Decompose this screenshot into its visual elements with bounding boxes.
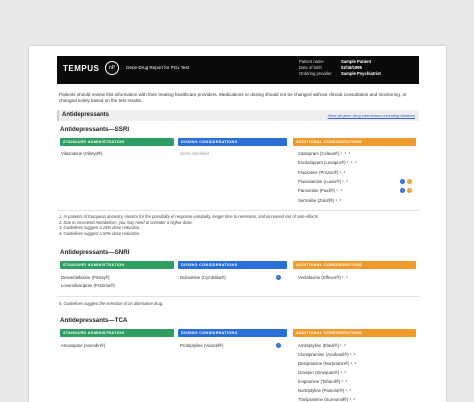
- snri-dosing-header: DOSING CONSIDERATIONS: [178, 261, 287, 269]
- view-all-link[interactable]: View all gene-drug interactions including citations: [327, 113, 415, 118]
- info-icon[interactable]: i: [400, 188, 405, 193]
- snri-standard-header: STANDARD ADMINISTRATION: [60, 261, 174, 269]
- drug-item: None identified: [180, 151, 209, 156]
- drug-item: Citalopram (Celexa®) ¹˒ ²˒ ³: [298, 151, 351, 156]
- footnote: 5. Guidelines suggest the selection of an alternative drug.: [59, 301, 164, 306]
- footnote: 3. Guidelines suggest a 25% dose reduction.: [59, 225, 141, 230]
- footnote: 1. In patients of European ancestry, monitor for the possibility of response variability, longer time to remission, and increased risk of side effects.: [59, 214, 319, 219]
- dob-value: 02/18/1995: [341, 65, 362, 70]
- divider: [57, 296, 419, 297]
- provider-value: Sample Psychiatrist: [341, 71, 381, 76]
- drug-item: Desipramine (Norpramin®) ¹˒ ³: [298, 361, 357, 366]
- drug-item: Amoxapine (Asendin®): [61, 343, 106, 348]
- ssri-footnotes: [59, 214, 319, 236]
- footnote: 4. Guidelines suggest a 50% dose reduction.: [59, 230, 141, 236]
- drug-item: Vilazodone (Viibryd®): [61, 151, 103, 156]
- info-icon[interactable]: i: [276, 343, 281, 348]
- footnote: 2. Due to increased metabolism, you may need to consider a higher dose.: [59, 219, 193, 225]
- patient-name: Sample Patient: [341, 59, 372, 64]
- drug-item: Fluoxetine (Prozac®) ¹˒ ³: [298, 170, 346, 175]
- drug-item: Venlafaxine (Effexor®) ¹˒ ⁵: [298, 275, 349, 280]
- drug-item: Desvenlafaxine (Pristiq®): [61, 275, 110, 280]
- drug-item: Clomipramine (Anafranil®) ¹˒ ³: [298, 352, 356, 357]
- drug-item: Amitriptyline (Elavil®) ¹˒ ³: [298, 343, 346, 348]
- alert-icon[interactable]: !: [407, 179, 412, 184]
- drug-item: Sertraline (Zoloft®) ¹˒ ³: [298, 198, 342, 203]
- ssri-dosing-header: DOSING CONSIDERATIONS: [178, 138, 287, 146]
- patient-name-label: Patient name: [299, 59, 324, 64]
- tca-title: Antidepressants—TCA: [60, 317, 128, 324]
- divider: [57, 210, 419, 211]
- provider-label: Ordering provider: [299, 71, 332, 76]
- tca-standard-header: STANDARD ADMINISTRATION: [60, 329, 174, 337]
- ssri-title: Antidepressants—SSRI: [60, 126, 130, 133]
- snri-title: Antidepressants—SNRI: [60, 249, 130, 256]
- category-title: Antidepressants: [62, 112, 110, 118]
- report-header: [57, 56, 419, 84]
- info-icon[interactable]: i: [276, 275, 281, 280]
- patient-info: [299, 59, 381, 77]
- drug-item: Protriptyline (Vivactil®): [180, 343, 224, 348]
- tempus-logo: TEMPUS: [63, 64, 100, 73]
- drug-item: Fluvoxamine (Luvox®) ¹˒ ³: [298, 179, 348, 184]
- ssri-standard-header: STANDARD ADMINISTRATION: [60, 138, 174, 146]
- drug-item: Escitalopram (Lexapro®) ¹˒ ²˒ ³: [298, 160, 357, 165]
- category-bar: [57, 110, 419, 121]
- drug-item: Duloxetine (Cymbalta®): [180, 275, 226, 280]
- dob-label: Date of birth: [299, 65, 322, 70]
- report-title: Gene-Drug Report for PGx Test: [126, 65, 189, 70]
- intro-text: Patients should review this information with their treating healthcare providers. Medications or dosing should not be changed without clinical consultation and monitoring, or changed solely based on the test results.: [59, 92, 407, 104]
- info-icon[interactable]: i: [400, 179, 405, 184]
- np-logo-icon: nP: [105, 61, 119, 75]
- alert-icon[interactable]: !: [407, 188, 412, 193]
- snri-additional-header: ADDITIONAL CONSIDERATIONS: [293, 261, 416, 269]
- drug-item: Doxepin (Sinequan®) ¹˒ ³: [298, 370, 346, 375]
- drug-item: Trimipramine (Surmontil®) ¹˒ ³: [298, 397, 355, 402]
- tca-dosing-header: DOSING CONSIDERATIONS: [178, 329, 287, 337]
- drug-item: Levomilnacipran (Fetzima®): [61, 283, 115, 288]
- report-page: [29, 46, 446, 402]
- drug-item: Nortriptyline (Pamelor®) ¹˒ ³: [298, 388, 351, 393]
- snri-footnotes: [59, 301, 163, 307]
- drug-item: Paroxetine (Paxil®) ¹˒ ³: [298, 188, 342, 193]
- drug-item: Imipramine (Tofranil®) ¹˒ ³: [298, 379, 348, 384]
- tca-additional-header: ADDITIONAL CONSIDERATIONS: [293, 329, 416, 337]
- ssri-additional-header: ADDITIONAL CONSIDERATIONS: [293, 138, 416, 146]
